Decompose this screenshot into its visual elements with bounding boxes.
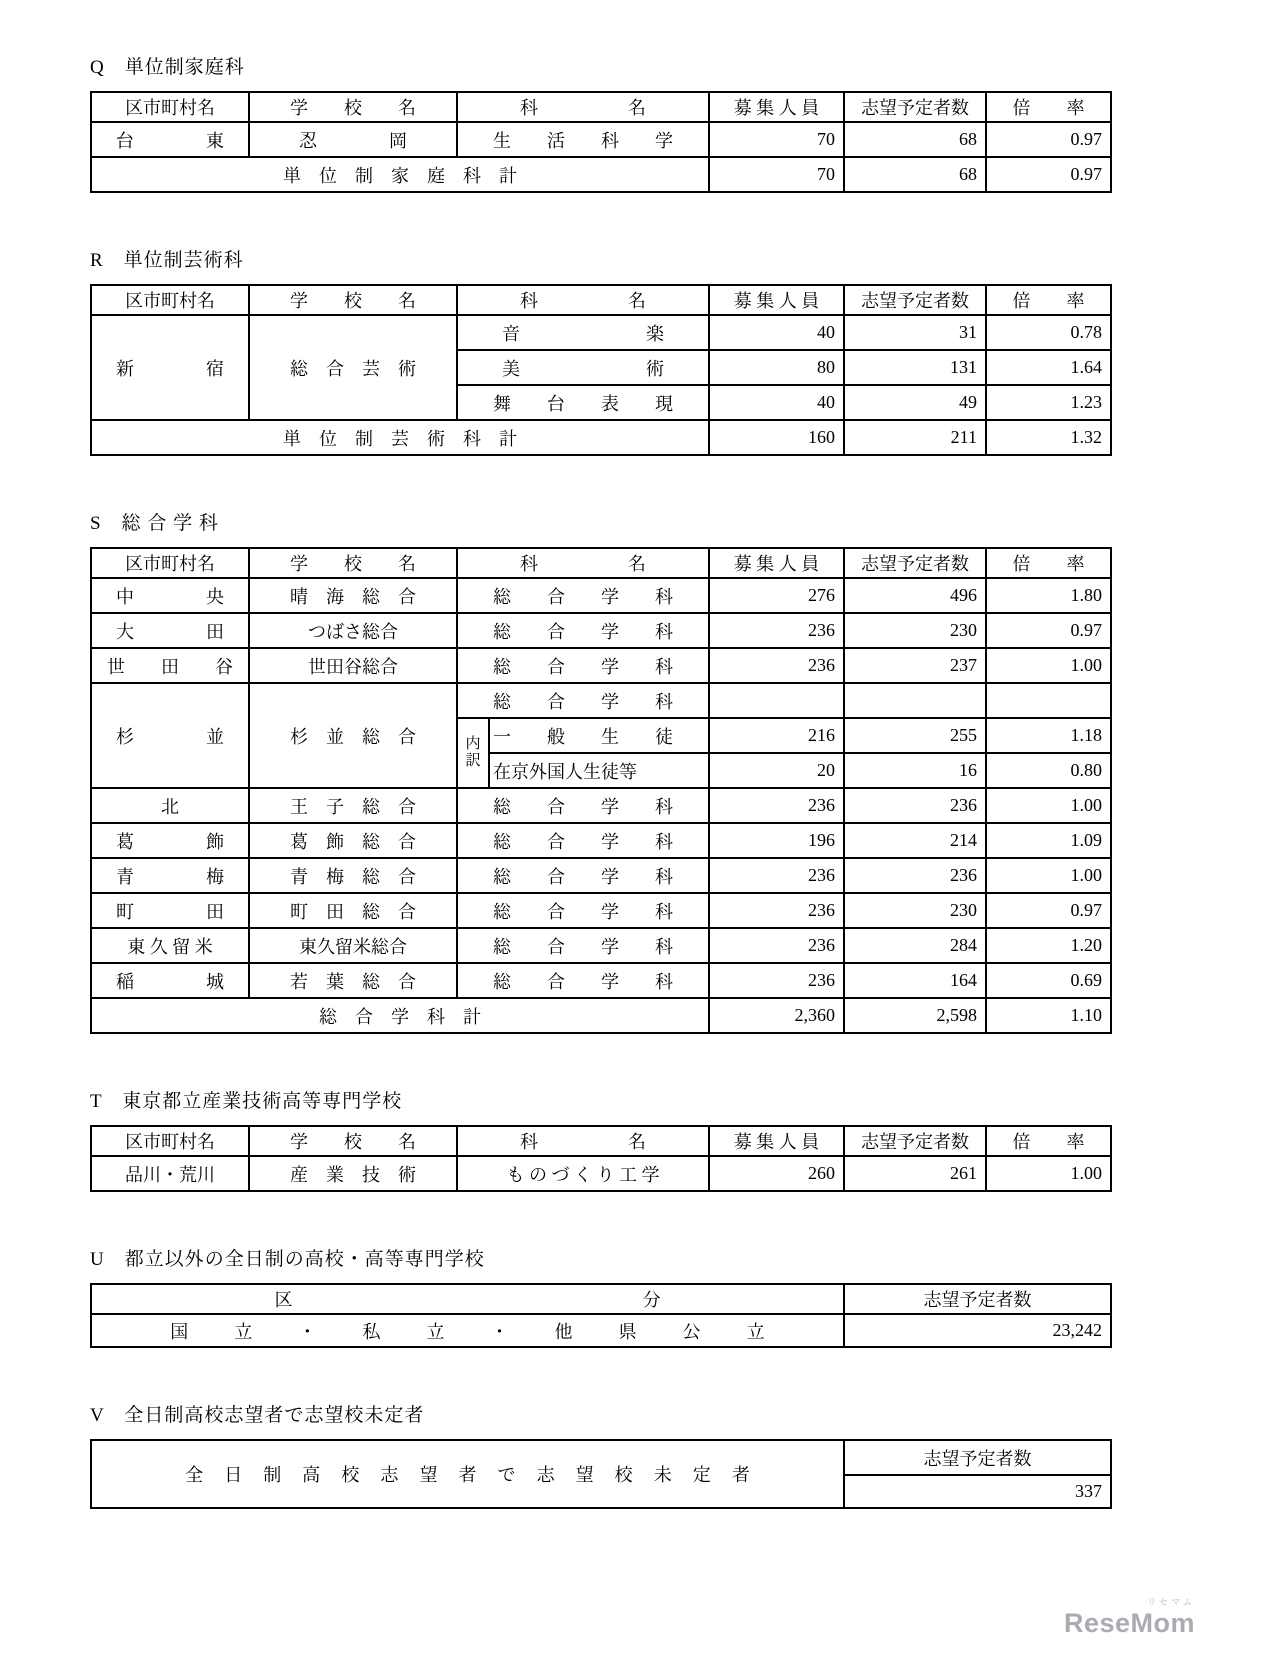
empty-cell bbox=[986, 683, 1111, 718]
table-row bbox=[91, 122, 1111, 157]
col-header-capacity: 募 集 人 員 bbox=[709, 548, 844, 578]
ratio-cell: 1.20 bbox=[986, 928, 1111, 963]
dept-cell: 一 般 生 徒 bbox=[489, 718, 709, 753]
col-header-dept: 科 名 bbox=[457, 285, 709, 315]
col-header-school: 学 校 名 bbox=[249, 548, 457, 578]
school-cell: 晴 海 総 合 bbox=[249, 578, 457, 613]
school-cell: 町 田 総 合 bbox=[249, 893, 457, 928]
applicants-cell: 211 bbox=[844, 420, 986, 455]
col-header-ratio: 倍 率 bbox=[986, 285, 1111, 315]
applicants-cell: 68 bbox=[844, 157, 986, 192]
col-header-applicants: 志望予定者数 bbox=[844, 548, 986, 578]
applicants-cell: 284 bbox=[844, 928, 986, 963]
capacity-cell: 2,360 bbox=[709, 998, 844, 1033]
table-row bbox=[91, 1314, 1111, 1347]
applicants-cell: 2,598 bbox=[844, 998, 986, 1033]
total-label-cell: 総 合 学 科 計 bbox=[91, 998, 709, 1033]
capacity-cell: 236 bbox=[709, 788, 844, 823]
dept-cell: 音 楽 bbox=[457, 315, 709, 350]
capacity-cell: 70 bbox=[709, 157, 844, 192]
category-text: 全日制高校志望者で志望校未定者 bbox=[185, 1465, 750, 1485]
total-row bbox=[91, 998, 1111, 1033]
dept-cell: 総 合 学 科 bbox=[457, 683, 709, 718]
empty-cell bbox=[709, 683, 844, 718]
col-header-dept: 科 名 bbox=[457, 92, 709, 122]
table-header-row bbox=[91, 548, 1111, 578]
capacity-cell: 236 bbox=[709, 613, 844, 648]
table-row bbox=[91, 788, 1111, 823]
capacity-cell: 40 bbox=[709, 385, 844, 420]
table-row bbox=[91, 1440, 1111, 1475]
section-r-title: R 単位制芸術科 bbox=[90, 250, 244, 271]
table-header-row bbox=[91, 1126, 1111, 1156]
capacity-cell: 80 bbox=[709, 350, 844, 385]
col-header-school: 学 校 名 bbox=[249, 1126, 457, 1156]
capacity-cell: 196 bbox=[709, 823, 844, 858]
section-s-table bbox=[90, 547, 1112, 1034]
dept-cell: 生 活 科 学 bbox=[457, 122, 709, 157]
district-cell: 杉 並 bbox=[91, 683, 249, 788]
applicants-cell: 49 bbox=[844, 385, 986, 420]
ratio-cell: 0.69 bbox=[986, 963, 1111, 998]
district-cell: 稲 城 bbox=[91, 963, 249, 998]
section-t-table bbox=[90, 1125, 1112, 1192]
school-cell: 東久留米総合 bbox=[249, 928, 457, 963]
ratio-cell: 1.00 bbox=[986, 788, 1111, 823]
district-cell: 品川・荒川 bbox=[91, 1156, 249, 1191]
col-header-ratio: 倍 率 bbox=[986, 548, 1111, 578]
capacity-cell: 276 bbox=[709, 578, 844, 613]
school-cell: 青 梅 総 合 bbox=[249, 858, 457, 893]
school-cell: 杉 並 総 合 bbox=[249, 683, 457, 788]
capacity-cell: 40 bbox=[709, 315, 844, 350]
col-header-capacity: 募 集 人 員 bbox=[709, 285, 844, 315]
district-cell: 青 梅 bbox=[91, 858, 249, 893]
ratio-cell: 1.64 bbox=[986, 350, 1111, 385]
section-s-title: S 総 合 学 科 bbox=[90, 513, 219, 534]
col-header-category bbox=[91, 1284, 844, 1314]
applicants-cell: 237 bbox=[844, 648, 986, 683]
applicants-cell: 23,242 bbox=[844, 1314, 1111, 1347]
capacity-cell: 70 bbox=[709, 122, 844, 157]
table-row bbox=[91, 963, 1111, 998]
capacity-cell: 260 bbox=[709, 1156, 844, 1191]
applicants-cell: 255 bbox=[844, 718, 986, 753]
dept-cell: 総 合 学 科 bbox=[457, 788, 709, 823]
district-cell: 新 宿 bbox=[91, 315, 249, 420]
category-cell bbox=[91, 1314, 844, 1347]
capacity-cell: 236 bbox=[709, 858, 844, 893]
ratio-cell: 0.80 bbox=[986, 753, 1111, 788]
logo-ruby-text: リセマム bbox=[1147, 1597, 1195, 1607]
total-row bbox=[91, 157, 1111, 192]
ratio-cell: 1.00 bbox=[986, 858, 1111, 893]
ratio-cell: 1.10 bbox=[986, 998, 1111, 1033]
table-row bbox=[91, 683, 1111, 718]
ratio-cell: 0.97 bbox=[986, 157, 1111, 192]
district-cell: 大 田 bbox=[91, 613, 249, 648]
section-v-table bbox=[90, 1439, 1112, 1509]
dept-cell: 在京外国人生徒等 bbox=[489, 753, 709, 788]
col-header-ratio: 倍 率 bbox=[986, 1126, 1111, 1156]
dept-cell: 総 合 学 科 bbox=[457, 613, 709, 648]
district-cell: 世 田 谷 bbox=[91, 648, 249, 683]
section-q-table bbox=[90, 91, 1112, 193]
capacity-cell: 216 bbox=[709, 718, 844, 753]
col-header-applicants: 志望予定者数 bbox=[844, 285, 986, 315]
school-cell: 葛 飾 総 合 bbox=[249, 823, 457, 858]
district-cell: 葛 飾 bbox=[91, 823, 249, 858]
applicants-cell: 496 bbox=[844, 578, 986, 613]
empty-cell bbox=[844, 683, 986, 718]
capacity-cell: 236 bbox=[709, 963, 844, 998]
capacity-cell: 236 bbox=[709, 928, 844, 963]
col-header-capacity: 募 集 人 員 bbox=[709, 1126, 844, 1156]
section-s bbox=[90, 512, 1195, 1034]
ratio-cell: 0.97 bbox=[986, 613, 1111, 648]
dept-cell: も の づ く り 工 学 bbox=[457, 1156, 709, 1191]
school-cell: 世田谷総合 bbox=[249, 648, 457, 683]
dept-cell: 総 合 学 科 bbox=[457, 648, 709, 683]
applicants-cell: 214 bbox=[844, 823, 986, 858]
section-v bbox=[90, 1404, 1195, 1509]
section-u-title: U 都立以外の全日制の高校・高等専門学校 bbox=[90, 1249, 485, 1270]
dept-cell: 総 合 学 科 bbox=[457, 928, 709, 963]
logo-text: ReseMom bbox=[1063, 1608, 1195, 1638]
school-cell: つばさ総合 bbox=[249, 613, 457, 648]
capacity-cell: 160 bbox=[709, 420, 844, 455]
dept-cell: 舞 台 表 現 bbox=[457, 385, 709, 420]
dept-cell: 美 術 bbox=[457, 350, 709, 385]
table-row bbox=[91, 315, 1111, 350]
applicants-cell: 337 bbox=[844, 1475, 1111, 1508]
ratio-cell: 1.80 bbox=[986, 578, 1111, 613]
dept-cell: 総 合 学 科 bbox=[457, 578, 709, 613]
table-row bbox=[91, 648, 1111, 683]
district-cell: 中 央 bbox=[91, 578, 249, 613]
capacity-cell: 236 bbox=[709, 893, 844, 928]
ratio-cell: 1.32 bbox=[986, 420, 1111, 455]
category-cell bbox=[91, 1440, 844, 1508]
col-header-applicants: 志望予定者数 bbox=[844, 1440, 1111, 1475]
col-header-district: 区市町村名 bbox=[91, 1126, 249, 1156]
col-header-district: 区市町村名 bbox=[91, 548, 249, 578]
col-header-district: 区市町村名 bbox=[91, 92, 249, 122]
ratio-cell: 1.00 bbox=[986, 648, 1111, 683]
dept-cell: 総 合 学 科 bbox=[457, 823, 709, 858]
section-u-table bbox=[90, 1283, 1112, 1348]
section-t bbox=[90, 1090, 1195, 1192]
district-cell: 町 田 bbox=[91, 893, 249, 928]
ratio-cell: 0.97 bbox=[986, 122, 1111, 157]
applicants-cell: 236 bbox=[844, 788, 986, 823]
ratio-cell: 1.09 bbox=[986, 823, 1111, 858]
capacity-cell: 20 bbox=[709, 753, 844, 788]
col-header-dept: 科 名 bbox=[457, 1126, 709, 1156]
section-t-title: T 東京都立産業技術高等専門学校 bbox=[90, 1091, 403, 1112]
applicants-cell: 68 bbox=[844, 122, 986, 157]
table-row bbox=[91, 578, 1111, 613]
applicants-cell: 236 bbox=[844, 858, 986, 893]
ratio-cell: 0.97 bbox=[986, 893, 1111, 928]
col-header-ratio: 倍 率 bbox=[986, 92, 1111, 122]
section-u bbox=[90, 1248, 1195, 1348]
ratio-cell: 1.00 bbox=[986, 1156, 1111, 1191]
district-cell: 北 bbox=[91, 788, 249, 823]
district-cell: 台 東 bbox=[91, 122, 249, 157]
category-header-text: 区分 bbox=[274, 1290, 661, 1310]
section-q-title: Q 単位制家庭科 bbox=[90, 57, 245, 78]
col-header-applicants: 志望予定者数 bbox=[844, 1284, 1111, 1314]
school-cell: 総 合 芸 術 bbox=[249, 315, 457, 420]
total-row bbox=[91, 420, 1111, 455]
applicants-cell: 16 bbox=[844, 753, 986, 788]
table-row bbox=[91, 613, 1111, 648]
ratio-cell: 1.23 bbox=[986, 385, 1111, 420]
capacity-cell: 236 bbox=[709, 648, 844, 683]
school-cell: 産 業 技 術 bbox=[249, 1156, 457, 1191]
breakdown-label-cell: 内訳 bbox=[457, 718, 489, 788]
table-row bbox=[91, 823, 1111, 858]
category-text: 国立・私立・他県公立 bbox=[170, 1321, 765, 1342]
section-q bbox=[90, 56, 1195, 193]
table-header-row bbox=[91, 92, 1111, 122]
dept-cell: 総 合 学 科 bbox=[457, 893, 709, 928]
school-cell: 忍 岡 bbox=[249, 122, 457, 157]
table-header-row bbox=[91, 1284, 1111, 1314]
applicants-cell: 31 bbox=[844, 315, 986, 350]
applicants-cell: 230 bbox=[844, 613, 986, 648]
section-r bbox=[90, 249, 1195, 456]
table-row bbox=[91, 858, 1111, 893]
applicants-cell: 261 bbox=[844, 1156, 986, 1191]
table-row bbox=[91, 1156, 1111, 1191]
table-row bbox=[91, 928, 1111, 963]
col-header-district: 区市町村名 bbox=[91, 285, 249, 315]
table-header-row bbox=[91, 285, 1111, 315]
applicants-cell: 164 bbox=[844, 963, 986, 998]
col-header-applicants: 志望予定者数 bbox=[844, 1126, 986, 1156]
table-row bbox=[91, 893, 1111, 928]
ratio-cell: 0.78 bbox=[986, 315, 1111, 350]
applicants-cell: 131 bbox=[844, 350, 986, 385]
section-v-title: V 全日制高校志望者で志望校未定者 bbox=[90, 1405, 425, 1426]
col-header-school: 学 校 名 bbox=[249, 285, 457, 315]
district-cell: 東 久 留 米 bbox=[91, 928, 249, 963]
applicants-cell: 230 bbox=[844, 893, 986, 928]
col-header-dept: 科 名 bbox=[457, 548, 709, 578]
ratio-cell: 1.18 bbox=[986, 718, 1111, 753]
dept-cell: 総 合 学 科 bbox=[457, 963, 709, 998]
resemom-logo bbox=[1064, 1595, 1195, 1639]
section-r-table bbox=[90, 284, 1112, 456]
col-header-school: 学 校 名 bbox=[249, 92, 457, 122]
dept-cell: 総 合 学 科 bbox=[457, 858, 709, 893]
school-cell: 王 子 総 合 bbox=[249, 788, 457, 823]
school-cell: 若 葉 総 合 bbox=[249, 963, 457, 998]
col-header-applicants: 志望予定者数 bbox=[844, 92, 986, 122]
total-label-cell: 単 位 制 芸 術 科 計 bbox=[91, 420, 709, 455]
col-header-capacity: 募 集 人 員 bbox=[709, 92, 844, 122]
total-label-cell: 単 位 制 家 庭 科 計 bbox=[91, 157, 709, 192]
